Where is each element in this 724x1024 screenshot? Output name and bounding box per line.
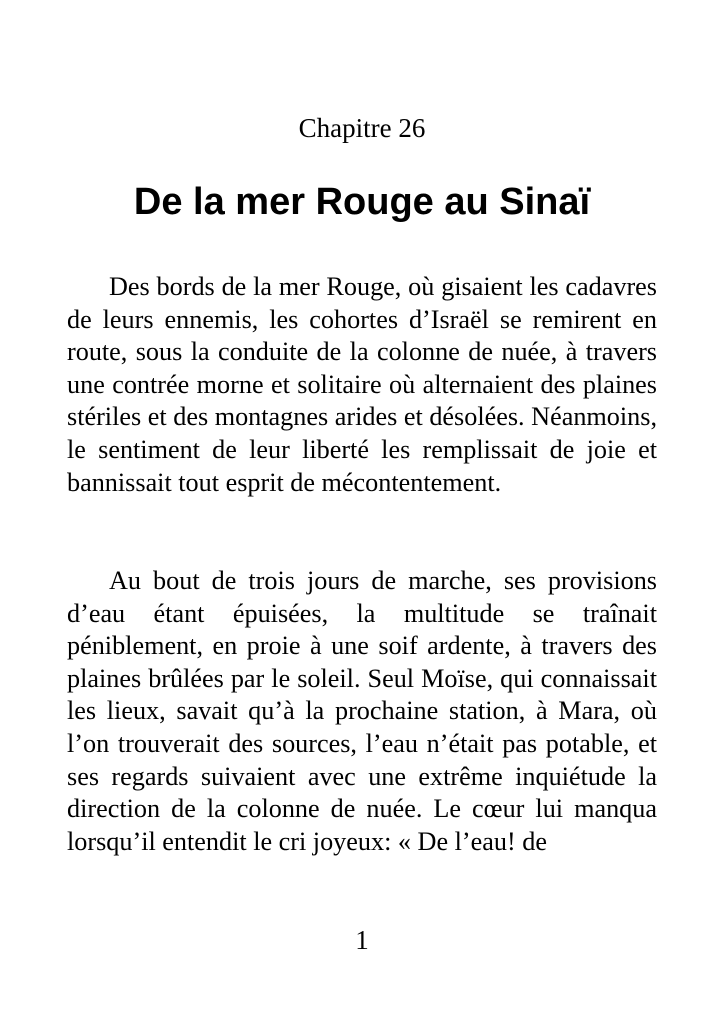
chapter-title: De la mer Rouge au Sinaï bbox=[133, 181, 591, 223]
paragraph-1: Des bords de la mer Rouge, où gisaient les cadavres de leurs ennemis, les cohortes d’Israël se remirent en route, sous la conduite de la colonne de nuée, à travers une contrée morne et solitaire où alternaient des plaines stériles et des montagnes arides et désolées. Néanmoins, le sentiment de leur liberté les remplissait de joie et bannissait tout esprit de mécontentement. bbox=[67, 272, 657, 497]
chapter-label: Chapitre 26 bbox=[298, 113, 426, 143]
page-number: 1 bbox=[355, 925, 369, 955]
paragraph-2: Au bout de trois jours de marche, ses provisions d’eau étant épuisées, la multitude se traînait péniblement, en proie à une soif ardente, à travers des plaines brûlées par le soleil. Seul Moïse, qui connaissait les lieux, savait qu’à la prochaine station, à Mara, où l’on trouverait des sources, l’eau n’était pas potable, et ses regards suivaient avec une extrême inquiétude la direction de la colonne de nuée. Le cœur lui manqua lorsqu’il entendit le cri joyeux: « De l’eau! de bbox=[67, 566, 657, 856]
